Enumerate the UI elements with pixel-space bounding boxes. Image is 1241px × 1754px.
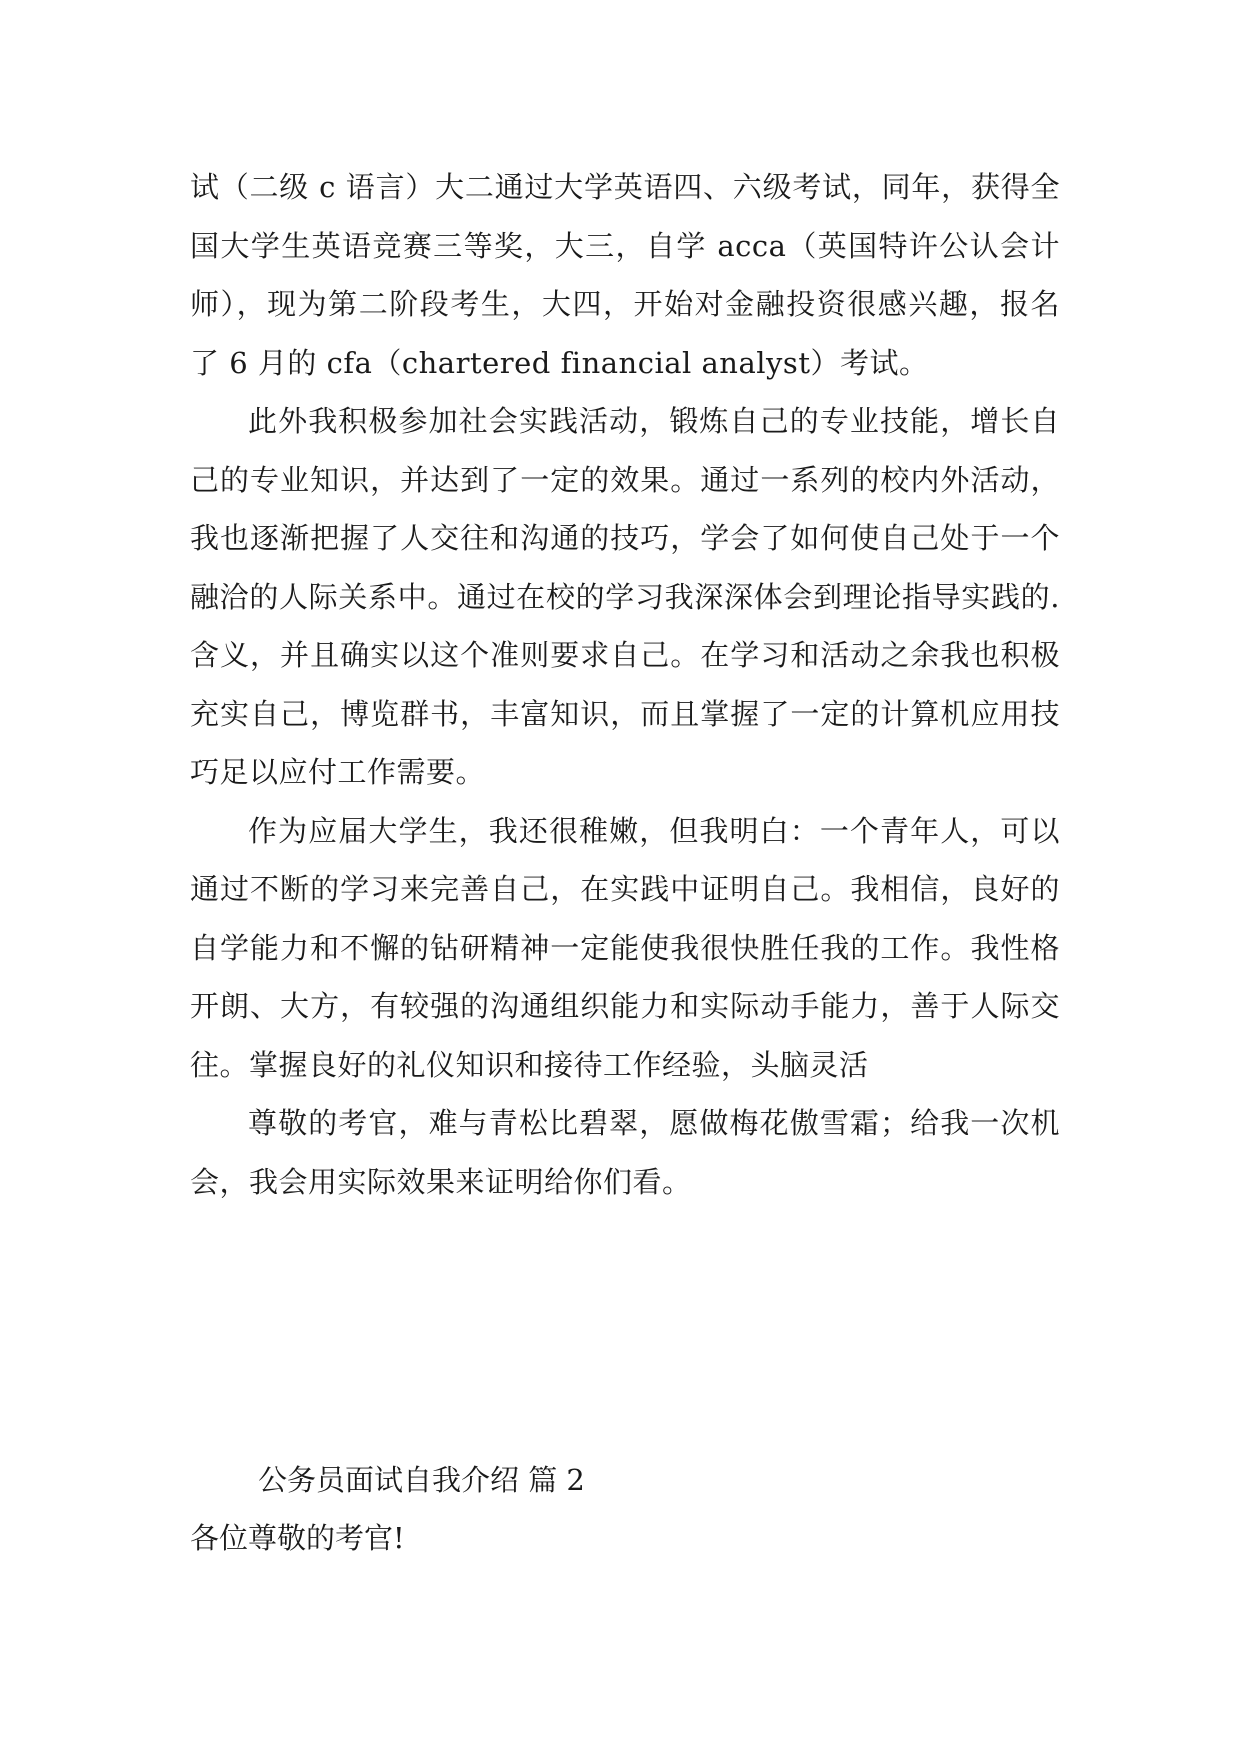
paragraph-continued: 试（二级 c 语言）大二通过大学英语四、六级考试，同年，获得全国大学生英语竞赛三等奖，大三，自学 acca（英国特许公认会计师），现为第二阶段考生，大四，开始对金融投资很感兴趣，报名了 6 月的 cfa（chartered financial analyst）考试。 <box>190 170 1060 380</box>
document-body <box>190 158 1060 1211</box>
paragraph-graduate: 作为应届大学生，我还很稚嫩，但我明白：一个青年人，可以通过不断的学习来完善自己，在实践中证明自己。我相信，良好的自学能力和不懈的钻研精神一定能使我很快胜任我的工作。我性格开朗、大方，有较强的沟通组织能力和实际动手能力，善于人际交往。掌握良好的礼仪知识和接待工作经验，头脑灵活 <box>190 813 1060 1082</box>
paragraph-social-practice: 此外我积极参加社会实践活动，锻炼自己的专业技能，增长自己的专业知识，并达到了一定的效果。通过一系列的校内外活动，我也逐渐把握了人交往和沟通的技巧，学会了如何使自己处于一个融洽的人际关系中。通过在校的学习我深深体会到理论指导实践的.含义，并且确实以这个准则要求自己。在学习和活动之余我也积极充实自己，博览群书，丰富知识，而且掌握了一定的计算机应用技巧足以应付工作需要。 <box>190 404 1060 789</box>
paragraph-closing: 尊敬的考官，难与青松比碧翠，愿做梅花傲雪霜；给我一次机会，我会用实际效果来证明给你们看。 <box>190 1106 1060 1199</box>
section-heading: 公务员面试自我介绍 篇 2 <box>258 1463 585 1497</box>
salutation: 各位尊敬的考官! <box>190 1521 405 1555</box>
